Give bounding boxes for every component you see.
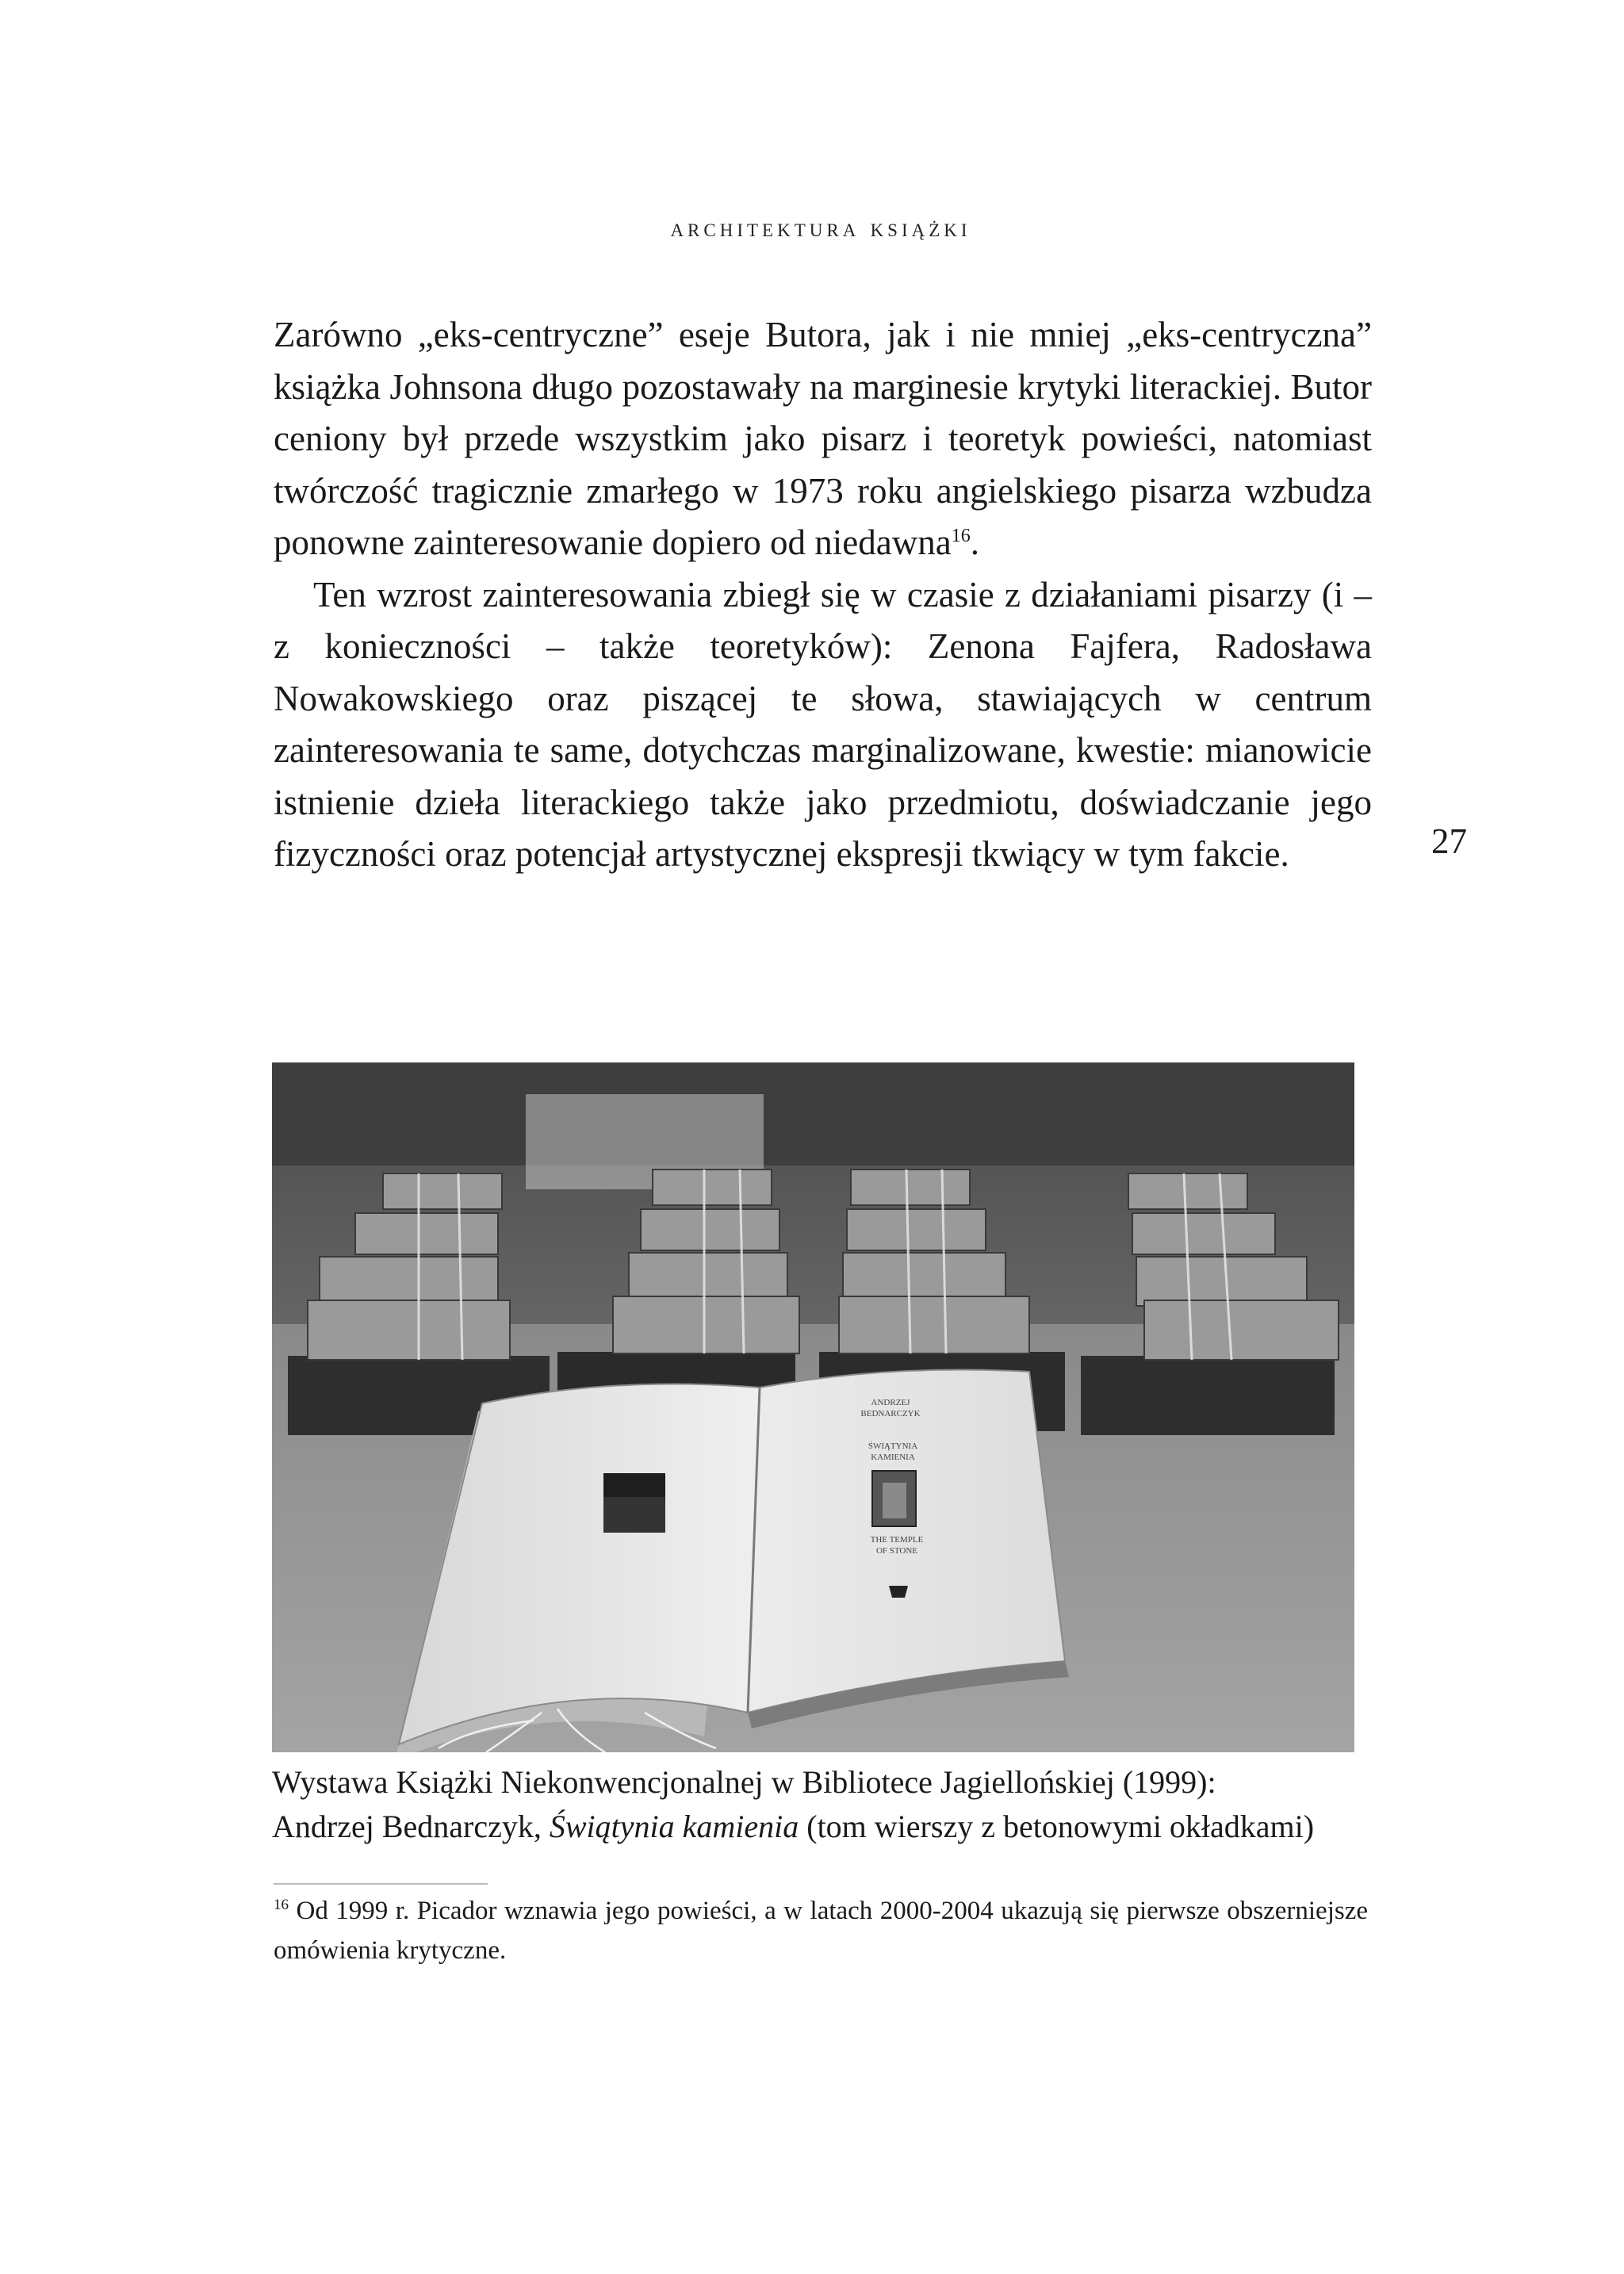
book-title-line-2: KAMIENIA xyxy=(871,1453,915,1462)
caption-line-1: Wystawa Książki Niekonwencjonalnej w Bibliotece Jagiellońskiej (1999): xyxy=(272,1764,1216,1800)
footnote-number: 16 xyxy=(274,1897,289,1913)
footnote xyxy=(274,1891,1368,1970)
paragraph-1-end: . xyxy=(970,523,979,562)
footnote-text: Od 1999 r. Picador wznawia jego powieści, a w latach 2000-2004 ukazują się pierwsze obszerniejsze omówienia krytyczne. xyxy=(274,1897,1368,1965)
book-author-line-2: BEDNARCZYK xyxy=(860,1409,921,1418)
footnote-divider xyxy=(274,1883,488,1885)
book-title-italic: Świątynia kamienia xyxy=(549,1809,799,1844)
exhibition-photo xyxy=(272,1062,1354,1752)
book-title-line-1: ŚWIĄTYNIA xyxy=(868,1441,918,1451)
book-title-en-line-2: OF STONE xyxy=(875,1546,918,1556)
running-title: architektura książki xyxy=(670,214,971,243)
figure-caption xyxy=(272,1760,1398,1849)
paragraph-2: Ten wzrost zainteresowania zbiegł się w czasie z działaniami pisarzy (i – z konieczności – także teoretyków): Zenona Fajfera, Radosława Nowakowskiego oraz piszącej te słowa, stawiających w centrum zainteresowania te same, dotychczas marginalizowane, kwestie: mianowicie istnienie dzieła literackiego także jako przedmiotu, doświadczanie jego fizyczności oraz potencjał artystycznej ekspresji tkwiący w tym fakcie. xyxy=(274,574,1372,874)
page-number: 27 xyxy=(1431,821,1467,861)
footnote-reference: 16 xyxy=(951,526,971,546)
paragraph-1 xyxy=(274,309,1372,569)
book-title-en-line-1: THE TEMPLE xyxy=(870,1535,924,1545)
caption-line-2: Andrzej Bednarczyk, Świątynia kamienia (tom wierszy z betonowymi okładkami) xyxy=(272,1809,1315,1844)
main-text xyxy=(274,309,1372,881)
book-author-line-1: ANDRZEJ xyxy=(871,1398,910,1407)
paragraph-1-text: Zarówno „eks-centryczne” eseje Butora, jak i nie mniej „eks-centryczna” książka Johnsona długo pozostawały na marginesie krytyki literackiej. Butor ceniony był przede wszystkim jako pisarz i teoretyk powieści, natomiast twórczość tragicznie zmarłego w 1973 roku angielskiego pisarza wzbudza ponowne zainteresowanie dopiero od niedawna xyxy=(274,315,1372,562)
